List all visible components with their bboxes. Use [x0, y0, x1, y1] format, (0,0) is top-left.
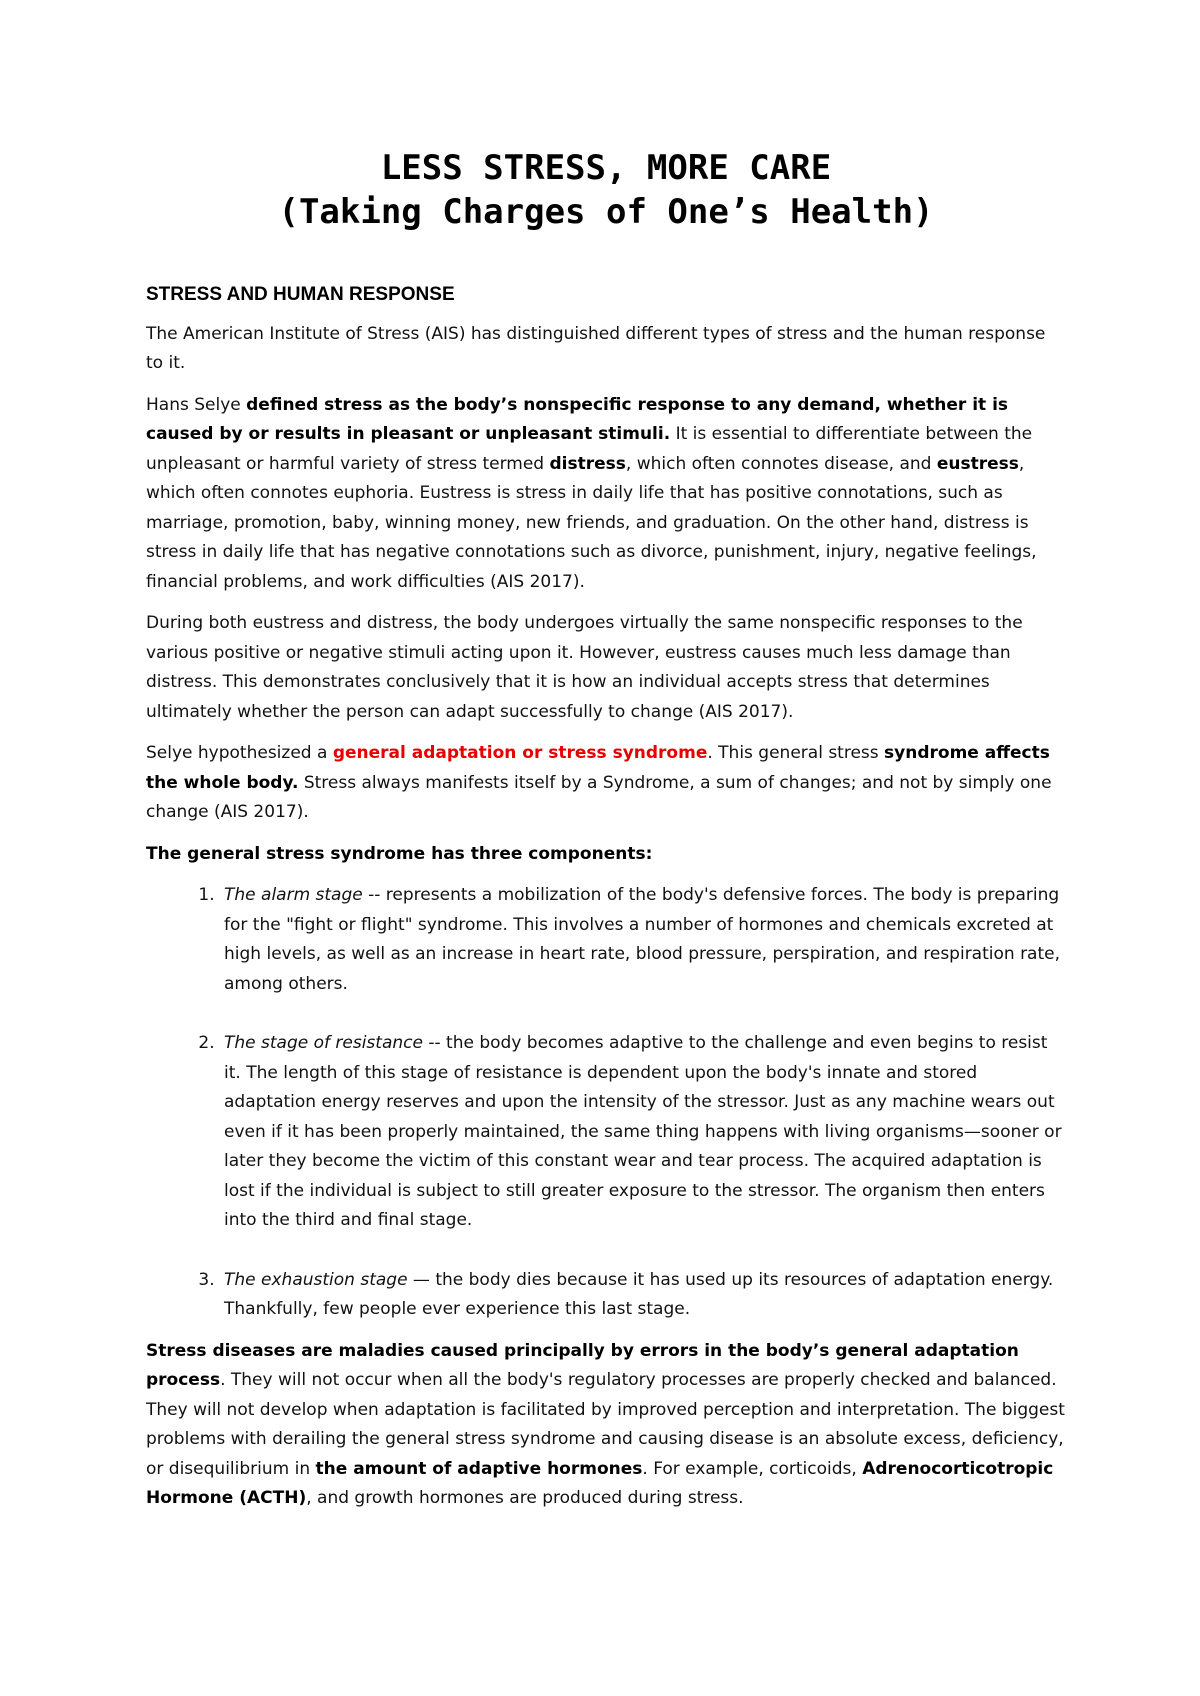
text-run: . This general stress [707, 743, 885, 763]
title-line-2: (Taking Charges of One’s Health) [278, 192, 934, 232]
list-item [220, 881, 1066, 999]
paragraph-intro: The American Institute of Stress (AIS) has distinguished different types of stress and the human response to it. [146, 323, 1046, 373]
text-run: . For example, corticoids, [642, 1458, 863, 1479]
stage-name: The exhaustion stage [224, 1269, 408, 1290]
paragraph-stress-diseases [146, 1337, 1066, 1514]
components-heading-text: The general stress syndrome has three components: [146, 843, 653, 864]
paragraph-gas [146, 739, 1066, 828]
list-item [220, 1266, 1066, 1325]
text-run: It is essential to differentiate between the unpleasant or harmful variety of stress termed [146, 424, 1033, 474]
text-run: Stress always manifests itself by a Syndrome, a sum of changes; and not by simply one change (AIS 2017). [146, 772, 1052, 822]
stage-name: The stage of resistance [224, 1033, 423, 1053]
text-run: , which often connotes disease, and [625, 453, 937, 474]
bold-definition: defined stress as the body’s nonspecific response to any demand, whether it is caused by or results in pleasant or unpleasant stimuli. [146, 394, 1009, 444]
bold-acth: Adrenocorticotropic Hormone (ACTH) [146, 1458, 1054, 1508]
text-run: , and growth hormones are produced during stress. [306, 1488, 744, 1508]
text-run: , which often connotes euphoria. Eustress is stress in daily life that has positive connotations, such as marriage, promotion, baby, winning money, new friends, and graduation. On the other hand, distress is stress in daily life that has negative connotations such as divorce, punishment, injury, negative feelings, financial problems, and work difficulties (AIS 2017). [146, 453, 1037, 592]
bold-term-distress: distress [549, 453, 626, 474]
stage-text: -- represents a mobilization of the body's defensive forces. The body is preparing for the "fight or flight" syndrome. This involves a number of hormones and chemicals excreted at high levels, as well as an increase in heart rate, blood pressure, perspiration, and respiration rate, among others. [224, 885, 1061, 994]
text-run: . They will not occur when all the body's regulatory processes are properly checked and balanced. They will not develop when adaptation is facilitated by improved perception and interpretation. The biggest problems with derailing the general stress syndrome and causing disease is an absolute excess, deficiency, or disequilibrium in [146, 1370, 1065, 1479]
list-item [220, 1029, 1066, 1236]
paragraph-responses: During both eustress and distress, the body undergoes virtually the same nonspecific responses to the various positive or negative stimuli acting upon it. However, eustress causes much less damage than distress. This demonstrates conclusively that it is how an individual accepts stress that determines ultimately whether the person can adapt successfully to change (AIS 2017). [146, 613, 1023, 722]
stages-list [146, 881, 1066, 1325]
document-title [146, 146, 1066, 234]
text-run: Hans Selye [146, 394, 247, 415]
components-heading [146, 840, 1066, 870]
title-line-1: LESS STRESS, MORE CARE [380, 148, 832, 188]
paragraph-selye-definition [146, 391, 1066, 598]
stage-text: — the body dies because it has used up its resources of adaptation energy. Thankfully, few people ever experience this last stage. [224, 1269, 1054, 1319]
stage-name: The alarm stage [224, 885, 363, 905]
section-heading: STRESS AND HUMAN RESPONSE [146, 284, 455, 305]
document-page [146, 146, 1066, 1526]
bold-stress-diseases: Stress diseases are maladies caused principally by errors in the body’s general adaptation process [146, 1340, 1019, 1390]
text-run: Selye hypothesized a [146, 743, 333, 763]
bold-term-eustress: eustress [936, 453, 1019, 474]
stage-text: -- the body becomes adaptive to the challenge and even begins to resist it. The length of this stage of resistance is dependent upon the body's innate and stored adaptation energy reserves and upon the intensity of the stressor. Just as any machine wears out even if it has been properly maintained, the same thing happens with living organisms—sooner or later they become the victim of this constant wear and tear process. The acquired adaptation is lost if the individual is subject to still greater exposure to the stressor. The organism then enters into the third and final stage. [224, 1033, 1062, 1230]
highlight-gas: general adaptation or stress syndrome [332, 743, 708, 763]
bold-syndrome: syndrome affects the whole body. [146, 743, 1050, 793]
bold-adaptive-hormones: the amount of adaptive hormones [315, 1458, 643, 1479]
